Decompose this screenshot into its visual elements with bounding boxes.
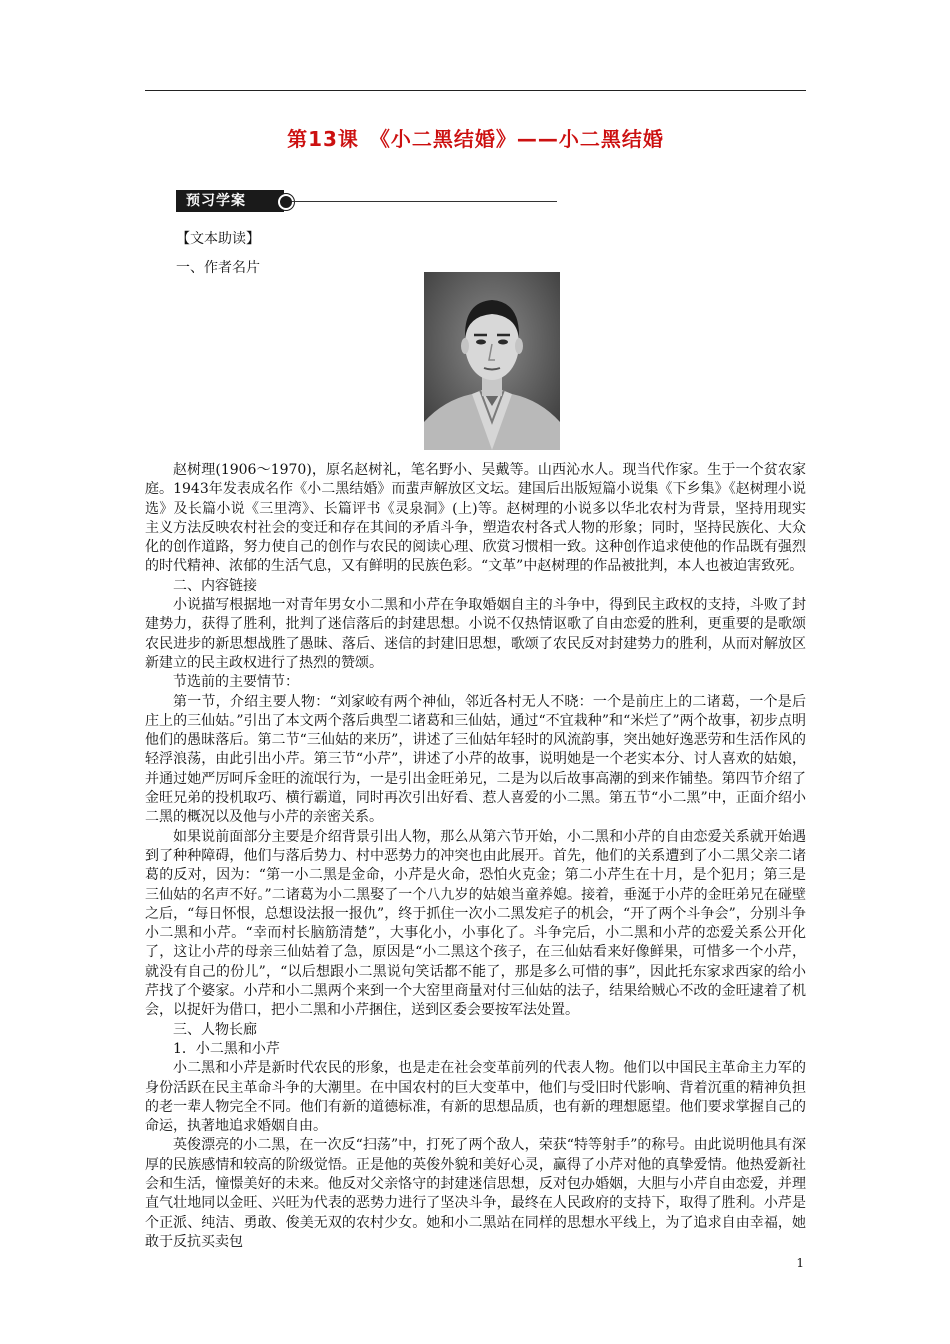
paragraph-character-1: 小二黑和小芹是新时代农民的形象，也是走在社会变革前列的代表人物。他们以中国民主革命主力军的身份活跃在民主革命斗争的大潮里。在中国农村的巨大变革中，他们与受旧时代影响、背着沉重的精神负担的老一辈人物完全不同。他们有新的道德标准，有新的思想品质，也有新的理想愿望。他们要求掌握自己的命运，执著地追求婚姻自由。 [145,1060,806,1135]
heading-character-1: 1．小二黑和小芹 [173,1040,280,1057]
paragraph-plot-2: 如果说前面部分主要是介绍背景引出人物，那么从第六节开始，小二黑和小芹的自由恋爱关系就开始遇到了种种障碍，他们与落后势力、村中恶势力的冲突也由此展开。首先，他们的关系遭到了小二黑父亲二诸葛的反对，因为：“第一小二黑是金命，小芹是火命，恐怕火克金；第二小芹生在十月，是个犯月；第三是三仙姑的名声不好。”二诸葛为小二黑娶了一个八九岁的姑娘当童养媳。接着，垂涎于小芹的金旺弟兄在碰壁之后，“每日怀恨，总想设法报一报仇”，终于抓住一次小二黑发疟子的机会，“开了两个斗争会”，分别斗争小二黑和小芹。“幸而村长脑筋清楚”，大事化小，小事化了。斗争完后，小二黑和小芹的恋爱关系公开化了，这让小芹的母亲三仙姑着了急，原因是“小二黑这个孩子，在三仙姑看来好像鲜果，可惜多一个小芹，就没有自己的份儿”，“以后想跟小二黑说句笑话都不能了，那是多么可惜的事”，因此托东家求西家的给小芹找了个婆家。小芹和小二黑两个来到一个大窑里商量对付三仙姑的法子，结果给贼心不改的金旺逮着了机会，以捉奸为借口，把小二黑和小芹捆住，送到区委会要按军法处置。 [145,828,806,1019]
heading-characters: 三、人物长廊 [173,1021,257,1038]
body-text [145,461,806,1252]
section-dot-icon [278,194,294,210]
heading-plot: 节选前的主要情节： [173,674,299,691]
paragraph-author-bio: 赵树理(1906～1970)，原名赵树礼，笔名野小、吴戴等。山西沁水人。现当代作家。生于一个贫农家庭。1943年发表成名作《小二黑结婚》而蜚声解放区文坛。建国后出版短篇小说集《下乡集》《赵树理小说选》及长篇小说《三里湾》、长篇评书《灵泉洞》(上)等。赵树理的小说多以华北农村为背景，坚持用现实主义方法反映农村社会的变迁和存在其间的矛盾斗争，塑造农村各式人物的形象；同时，坚持民族化、大众化的创作道路，努力使自己的创作与农民的阅读心理、欣赏习惯相一致。这种创作追求使他的作品既有强烈的时代精神、浓郁的生活气息，又有鲜明的民族色彩。“文革”中赵树理的作品被批判，本人也被迫害致死。 [145,462,806,575]
paragraph-plot-1: 第一节，介绍主要人物：“刘家峧有两个神仙，邻近各村无人不晓：一个是前庄上的二诸葛，一个是后庄上的三仙姑。”引出了本文两个落后典型二诸葛和三仙姑，通过“不宜栽种”和“米烂了”两个故事，初步点明他们的愚昧落后。第二节“三仙姑的来历”，讲述了三仙姑年轻时的风流韵事，突出她好逸恶劳和生活作风的轻浮浪荡，由此引出小芹。第三节“小芹”，讲述了小芹的故事，说明她是一个老实本分、讨人喜欢的姑娘，并通过她严厉呵斥金旺的流氓行为，一是引出金旺弟兄，二是为以后故事高潮的到来作铺垫。第四节介绍了金旺兄弟的投机取巧、横行霸道，同时再次引出好看、惹人喜爱的小二黑。第五节“小二黑”中，正面介绍小二黑的概况以及他与小芹的亲密关系。 [145,693,806,826]
section-tag: 预习学案 [176,190,284,212]
author-photo [424,272,560,450]
heading-content-link: 二、内容链接 [173,577,257,594]
page-number: 1 [796,1256,804,1270]
page-title: 第13课 《小二黑结婚》——小二黑结婚 [287,127,664,151]
section-divider [292,201,557,202]
heading-author: 一、作者名片 [176,260,260,276]
portrait-image-icon [424,272,560,450]
paragraph-character-2: 英俊漂亮的小二黑，在一次反“扫荡”中，打死了两个敌人，荣获“特等射手”的称号。由此说明他具有深厚的民族感情和较高的阶级觉悟。正是他的英俊外貌和美好心灵，赢得了小芹对他的真挚爱情。他热爱新社会和生活，憧憬美好的未来。他反对父亲恪守的封建迷信思想，反对包办婚姻，大胆与小芹自由恋爱，并理直气壮地同以金旺、兴旺为代表的恶势力进行了坚决斗争，最终在人民政府的支持下，取得了胜利。小芹是个正派、纯洁、勇敢、俊美无双的农村少女。她和小二黑站在同样的思想水平线上，为了追求自由幸福，她敢于反抗买卖包 [145,1137,806,1250]
top-rule [145,90,806,91]
paragraph-summary: 小说描写根据地一对青年男女小二黑和小芹在争取婚姻自主的斗争中，得到民主政权的支持，斗败了封建势力，获得了胜利，批判了迷信落后的封建思想。小说不仅热情讴歌了自由恋爱的胜利，更重要的是歌颂农民进步的新思想战胜了愚昧、落后、迷信的封建旧思想，歌颂了农民反对封建势力的胜利，从而对解放区新建立的民主政权进行了热烈的赞颂。 [145,597,806,671]
subhead: 【文本助读】 [176,231,260,247]
